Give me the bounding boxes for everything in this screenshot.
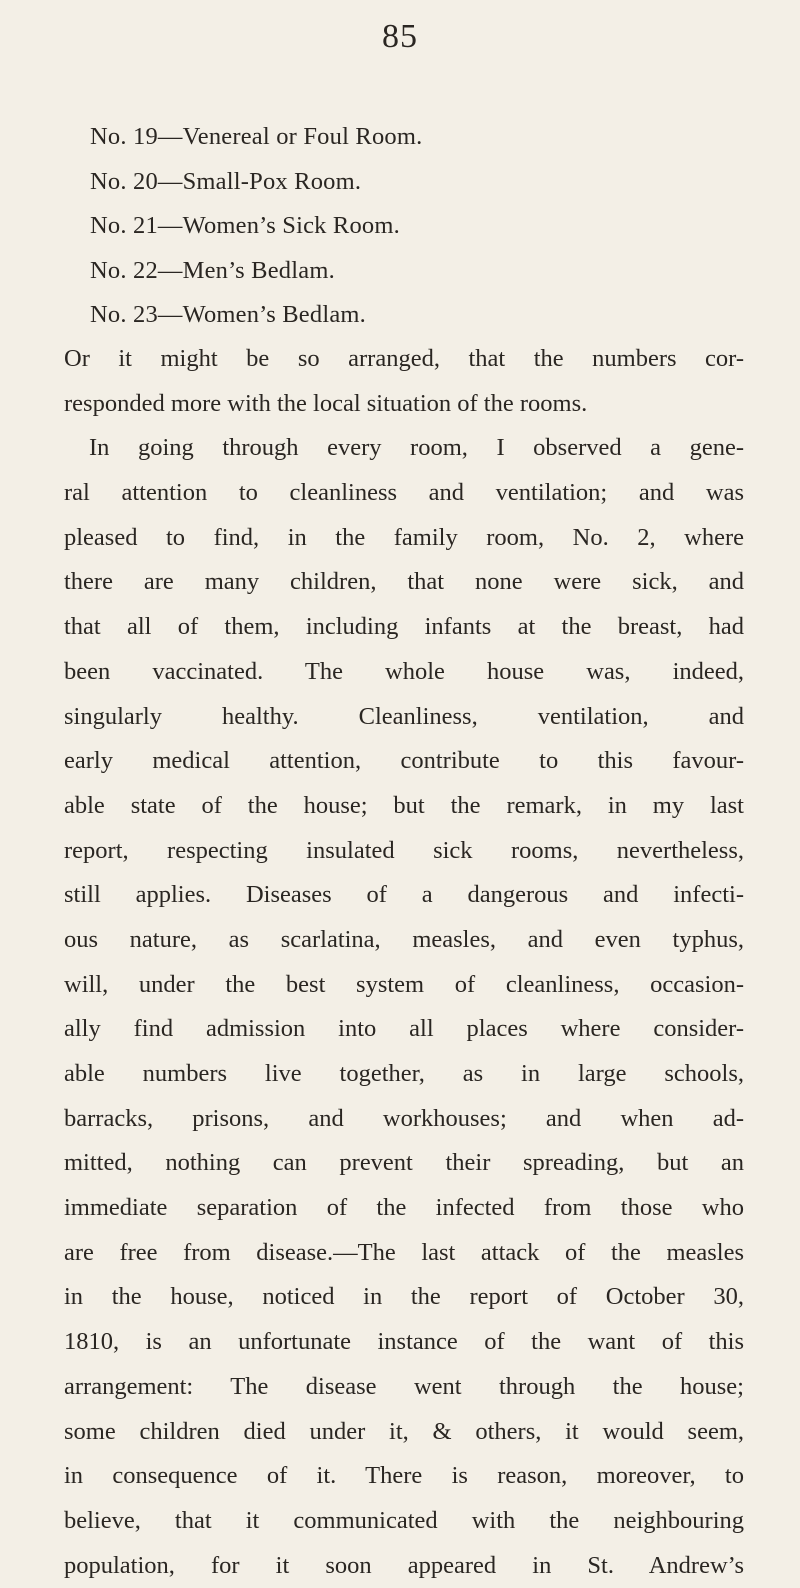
text-line: ral attention to cleanliness and ventilation; and was: [64, 479, 744, 507]
room-list-item: No. 20—Small-Pox Room.: [90, 167, 362, 195]
body-paragraph: [64, 337, 744, 1588]
text-line: singularly healthy. Cleanliness, ventilation, and: [64, 702, 744, 730]
room-list-item: No. 22—Men’s Bedlam.: [90, 256, 335, 284]
text-line: ally find admission into all places where consider-: [64, 1015, 744, 1043]
text-line: in the house, noticed in the report of October 30,: [64, 1283, 744, 1311]
text-line: barracks, prisons, and workhouses; and when ad-: [64, 1104, 744, 1132]
text-line: responded more with the local situation of the rooms.: [64, 389, 588, 417]
room-list-item: No. 19—Venereal or Foul Room.: [90, 123, 423, 150]
text-line: believe, that it communicated with the neighbouring: [64, 1506, 744, 1534]
text-line: mitted, nothing can prevent their spreading, but an: [64, 1149, 744, 1177]
text-line: arrangement: The disease went through the house;: [64, 1372, 744, 1400]
room-list: [90, 115, 770, 338]
page-number: 85: [382, 18, 418, 55]
text-line: immediate separation of the infected from those who: [64, 1194, 744, 1222]
text-line: pleased to find, in the family room, No. 2, where: [64, 523, 744, 551]
text-line: still applies. Diseases of a dangerous and infecti-: [64, 881, 744, 909]
text-line: In going through every room, I observed a gene-: [89, 434, 744, 462]
text-line: able state of the house; but the remark, in my last: [64, 791, 744, 819]
text-line: been vaccinated. The whole house was, indeed,: [64, 657, 744, 685]
text-line: there are many children, that none were sick, and: [64, 568, 744, 596]
room-list-item: No. 23—Women’s Bedlam.: [90, 301, 366, 328]
text-line: 1810, is an unfortunate instance of the want of this: [64, 1328, 744, 1356]
text-line: are free from disease.—The last attack of the measles: [64, 1238, 744, 1266]
text-line: will, under the best system of cleanliness, occasion-: [64, 970, 744, 998]
text-line: Or it might be so arranged, that the numbers cor-: [64, 345, 744, 372]
text-line: that all of them, including infants at the breast, had: [64, 613, 744, 641]
room-list-item: No. 21—Women’s Sick Room.: [90, 212, 400, 239]
text-line: population, for it soon appeared in St. Andrew’s: [64, 1551, 744, 1579]
text-line: in consequence of it. There is reason, moreover, to: [64, 1462, 744, 1490]
text-line: able numbers live together, as in large schools,: [64, 1060, 744, 1087]
text-line: ous nature, as scarlatina, measles, and even typhus,: [64, 925, 744, 953]
text-line: early medical attention, contribute to this favour-: [64, 747, 744, 775]
text-line: report, respecting insulated sick rooms, nevertheless,: [64, 836, 744, 864]
text-line: some children died under it, & others, it would seem,: [64, 1417, 744, 1445]
